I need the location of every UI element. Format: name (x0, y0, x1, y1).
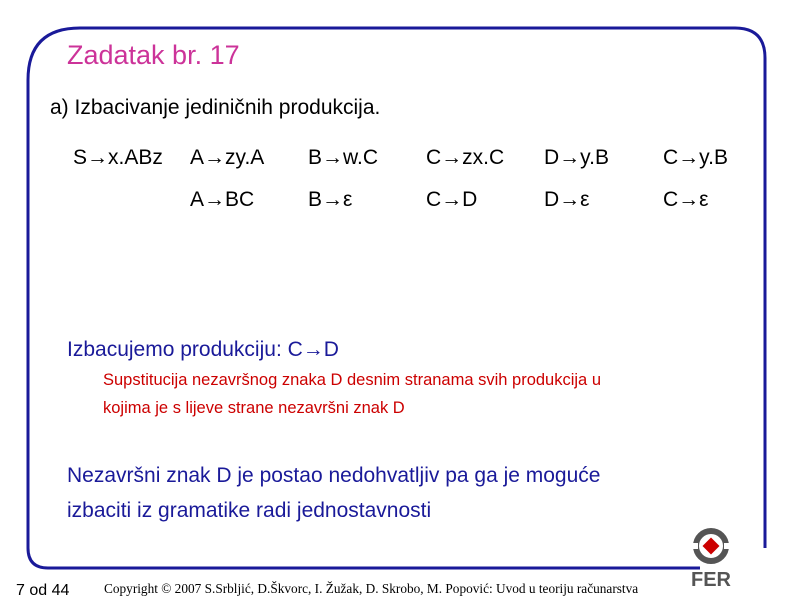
svg-text:FER: FER (691, 569, 731, 590)
explanation-line: Supstitucija nezavršnog znaka D desnim stranama svih produkcija u (103, 371, 601, 389)
production: A→zy.A (190, 146, 265, 169)
production: C→ε (663, 188, 709, 211)
production: C→zx.C (426, 146, 505, 169)
copyright: Copyright © 2007 S.Srbljić, D.Škvorc, I. Žužak, D. Skrobo, M. Popović: Uvod u teoriju računarstva (104, 581, 639, 596)
conclusion-line: Nezavršni znak D je postao nedohvatljiv pa ga je moguće (67, 464, 601, 487)
step-text: Izbacujemo produkciju: C→D (67, 338, 339, 361)
production: C→D (426, 188, 478, 211)
slide-title: Zadatak br. 17 (67, 40, 240, 70)
page-number: 7 od 44 (16, 582, 70, 599)
production: B→ε (308, 188, 353, 211)
fer-logo-icon (684, 524, 738, 590)
explanation-line: kojima je s lijeve strane nezavršni znak D (103, 399, 405, 417)
production: C→y.B (663, 146, 728, 169)
production: A→BC (190, 188, 255, 211)
production: D→y.B (544, 146, 609, 169)
production: D→ε (544, 188, 590, 211)
conclusion-line: izbaciti iz gramatike radi jednostavnosti (67, 499, 432, 522)
production: S→x.ABz (73, 146, 163, 169)
subtitle: a) Izbacivanje jediničnih produkcija. (50, 96, 381, 119)
production: B→w.C (308, 146, 379, 169)
